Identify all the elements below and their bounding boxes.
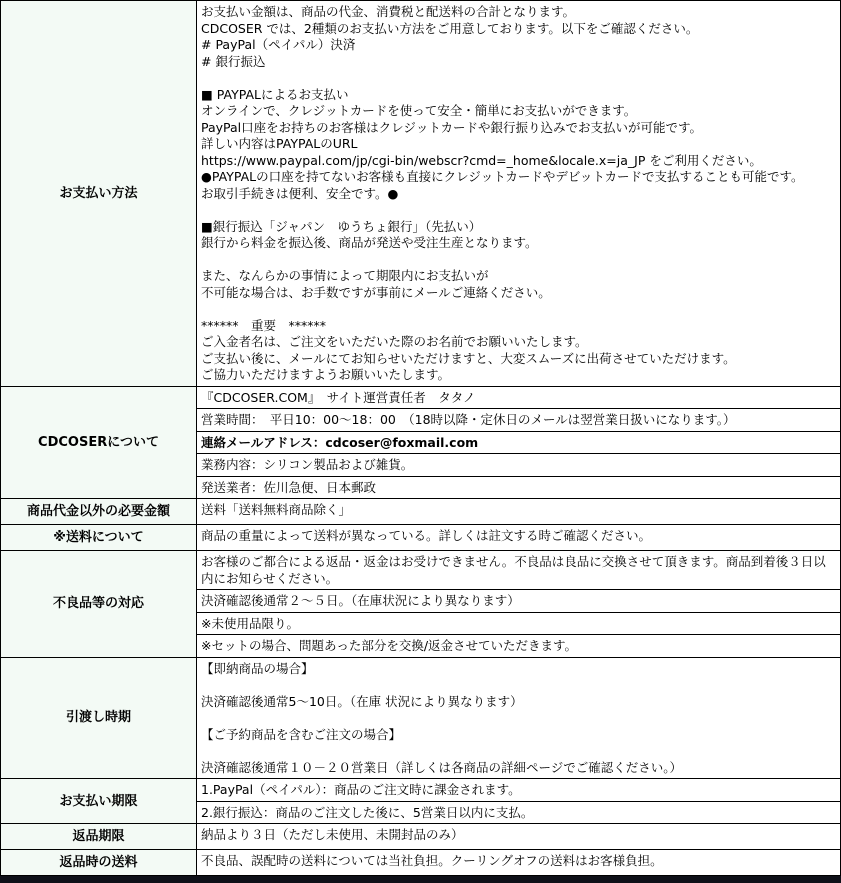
text-line: オンラインで、クレジットカードを使って安全・簡単にお支払いができます。 bbox=[201, 103, 637, 118]
text-line: PayPal口座をお持ちのお客様はクレジットカードや銀行振り込みでお支払いが可能です。 bbox=[201, 119, 702, 135]
text-line bbox=[201, 301, 836, 318]
text-line: CDCOSER では、2種類のお支払い方法をご用意しております。以下をご確認ください。 bbox=[201, 20, 699, 36]
text-line: ■ PAYPALによるお支払い bbox=[201, 86, 349, 102]
text-line: ご入金者名は、ご注文をいただいた際のお名前でお願いいたします。 bbox=[201, 334, 588, 349]
text-line: 商品の重量によって送料が異なっている。詳しくは註文する時ご確認ください。 bbox=[201, 528, 652, 543]
row-content bbox=[197, 824, 840, 849]
row-header: お支払い方法 bbox=[1, 1, 197, 386]
text-line: 【即納商品の場合】 bbox=[201, 660, 314, 676]
text-line: 営業時間： 平日10：00～18：00 （18時以降・定休日のメールは翌営業日扱いになります。） bbox=[201, 412, 736, 427]
content-cell bbox=[197, 476, 840, 499]
content-cell bbox=[197, 387, 840, 409]
text-line: ●PAYPALの口座を持てないお客様も直接にクレジットカードやデビットカードで支払することも可能です。 bbox=[201, 169, 804, 184]
text-line: 不良品、誤配時の送料については当社負担。クーリングオフの送料はお客様負担。 bbox=[201, 853, 663, 868]
row-content bbox=[197, 779, 840, 823]
text-line: 1.PayPal（ペイパル）：商品のご注文時に課金されます。 bbox=[201, 782, 521, 797]
text-line: 業務内容：シリコン製品および雑貨。 bbox=[201, 457, 414, 472]
table-row bbox=[1, 823, 840, 849]
content-cell bbox=[197, 658, 840, 779]
row-header: 不良品等の対応 bbox=[1, 551, 197, 657]
content-cell bbox=[197, 1, 840, 386]
text-line: # 銀行振込 bbox=[201, 53, 266, 69]
content-cell bbox=[197, 499, 840, 524]
text-line bbox=[201, 202, 836, 219]
table-row bbox=[1, 550, 840, 657]
row-content bbox=[197, 499, 840, 524]
text-line: 送料「送料無料商品除く」 bbox=[201, 502, 352, 517]
text-line: ※セットの場合、問題あった部分を交換/返金させていただきます。 bbox=[201, 638, 578, 653]
row-header: 商品代金以外の必要金額 bbox=[1, 499, 197, 524]
text-line: 決済確認後通常２～５日。（在庫状況により異なります） bbox=[201, 593, 520, 608]
row-header: CDCOSERについて bbox=[1, 387, 197, 499]
text-line: お支払い金額は、商品の代金、消費税と配送料の合計となります。 bbox=[201, 4, 576, 19]
row-header: 引渡し時期 bbox=[1, 658, 197, 779]
text-line: ※未使用品限り。 bbox=[201, 615, 299, 631]
text-line: 決済確認後通常１０－２０営業日（詳しくは各商品の詳細ページでご確認ください。） bbox=[201, 759, 683, 775]
table-row bbox=[1, 498, 840, 524]
table-row bbox=[1, 657, 840, 779]
text-line: 詳しい内容はPAYPALのURL bbox=[201, 136, 358, 151]
row-content bbox=[197, 850, 840, 875]
content-cell bbox=[197, 612, 840, 635]
text-line: ご協力いただけますようお願いいたします。 bbox=[201, 367, 451, 382]
text-line: 発送業者：佐川急便、日本郵政 bbox=[201, 479, 377, 495]
text-line: 銀行から料金を振込後、商品が発送や受注生産となります。 bbox=[201, 235, 538, 250]
text-line: ■銀行振込「ジャパン ゆうちょ銀行」（先払い） bbox=[201, 218, 482, 234]
text-line bbox=[201, 70, 836, 87]
content-cell bbox=[197, 824, 840, 849]
text-line bbox=[201, 677, 836, 694]
text-line: 【ご予約商品を含むご注文の場合】 bbox=[201, 726, 402, 742]
bottom-strip bbox=[0, 876, 841, 883]
text-line: 決済確認後通常5～10日。（在庫 状況により異なります） bbox=[201, 693, 523, 709]
text-line: お客様のご都合による返品・返金はお受けできません。不良品は良品に交換させて頂きます。商品到着後３日以内にお知らせください。 bbox=[201, 554, 826, 586]
content-cell bbox=[197, 801, 840, 824]
content-cell bbox=[197, 525, 840, 550]
text-line: また、なんらかの事情によって期限内にお支払いが bbox=[201, 268, 489, 283]
content-cell bbox=[197, 634, 840, 657]
text-line bbox=[201, 252, 836, 269]
content-cell bbox=[197, 453, 840, 476]
text-line: ****** 重要 ****** bbox=[201, 317, 327, 333]
row-content bbox=[197, 525, 840, 550]
row-content bbox=[197, 1, 840, 386]
table-row bbox=[1, 849, 840, 875]
row-header: 返品時の送料 bbox=[1, 850, 197, 875]
text-line: 2.銀行振込：商品のご注文した後に、5営業日以内に支払。 bbox=[201, 804, 534, 820]
content-cell bbox=[197, 551, 840, 589]
text-line: # PayPal（ペイパル）決済 bbox=[201, 37, 356, 52]
row-header: 返品期限 bbox=[1, 824, 197, 849]
text-line: 連絡メールアドレス：cdcoser@foxmail.com bbox=[201, 434, 479, 450]
table-row bbox=[1, 386, 840, 499]
content-cell bbox=[197, 589, 840, 612]
text-line: 不可能な場合は、お手数ですが事前にメールご連絡ください。 bbox=[201, 284, 551, 300]
text-line bbox=[201, 710, 836, 727]
row-header: お支払い期限 bbox=[1, 779, 197, 823]
content-cell bbox=[197, 408, 840, 431]
text-line: お取引手続きは便利、安全です。● bbox=[201, 185, 399, 201]
url-text: https://www.paypal.com/jp/cgi-bin/webscr?cmd=_home&locale.x=ja_JP をご利用ください。 bbox=[201, 152, 762, 168]
table-row bbox=[1, 778, 840, 823]
table-row bbox=[1, 524, 840, 550]
text-line: 『CDCOSER.COM』 サイト運営責任者 タタノ bbox=[201, 389, 476, 405]
row-content bbox=[197, 658, 840, 779]
content-cell bbox=[197, 850, 840, 875]
text-line: 納品より３日（ただし未使用、未開封品のみ） bbox=[201, 827, 464, 842]
text-line bbox=[201, 743, 836, 760]
table-row bbox=[1, 1, 840, 386]
content-cell bbox=[197, 779, 840, 801]
content-cell bbox=[197, 431, 840, 454]
row-header: ※送料について bbox=[1, 525, 197, 550]
row-content bbox=[197, 551, 840, 657]
row-content bbox=[197, 387, 840, 499]
text-line: ご支払い後に、メールにてお知らせいただけますと、大変スムーズに出荷させていただけます。 bbox=[201, 350, 736, 366]
